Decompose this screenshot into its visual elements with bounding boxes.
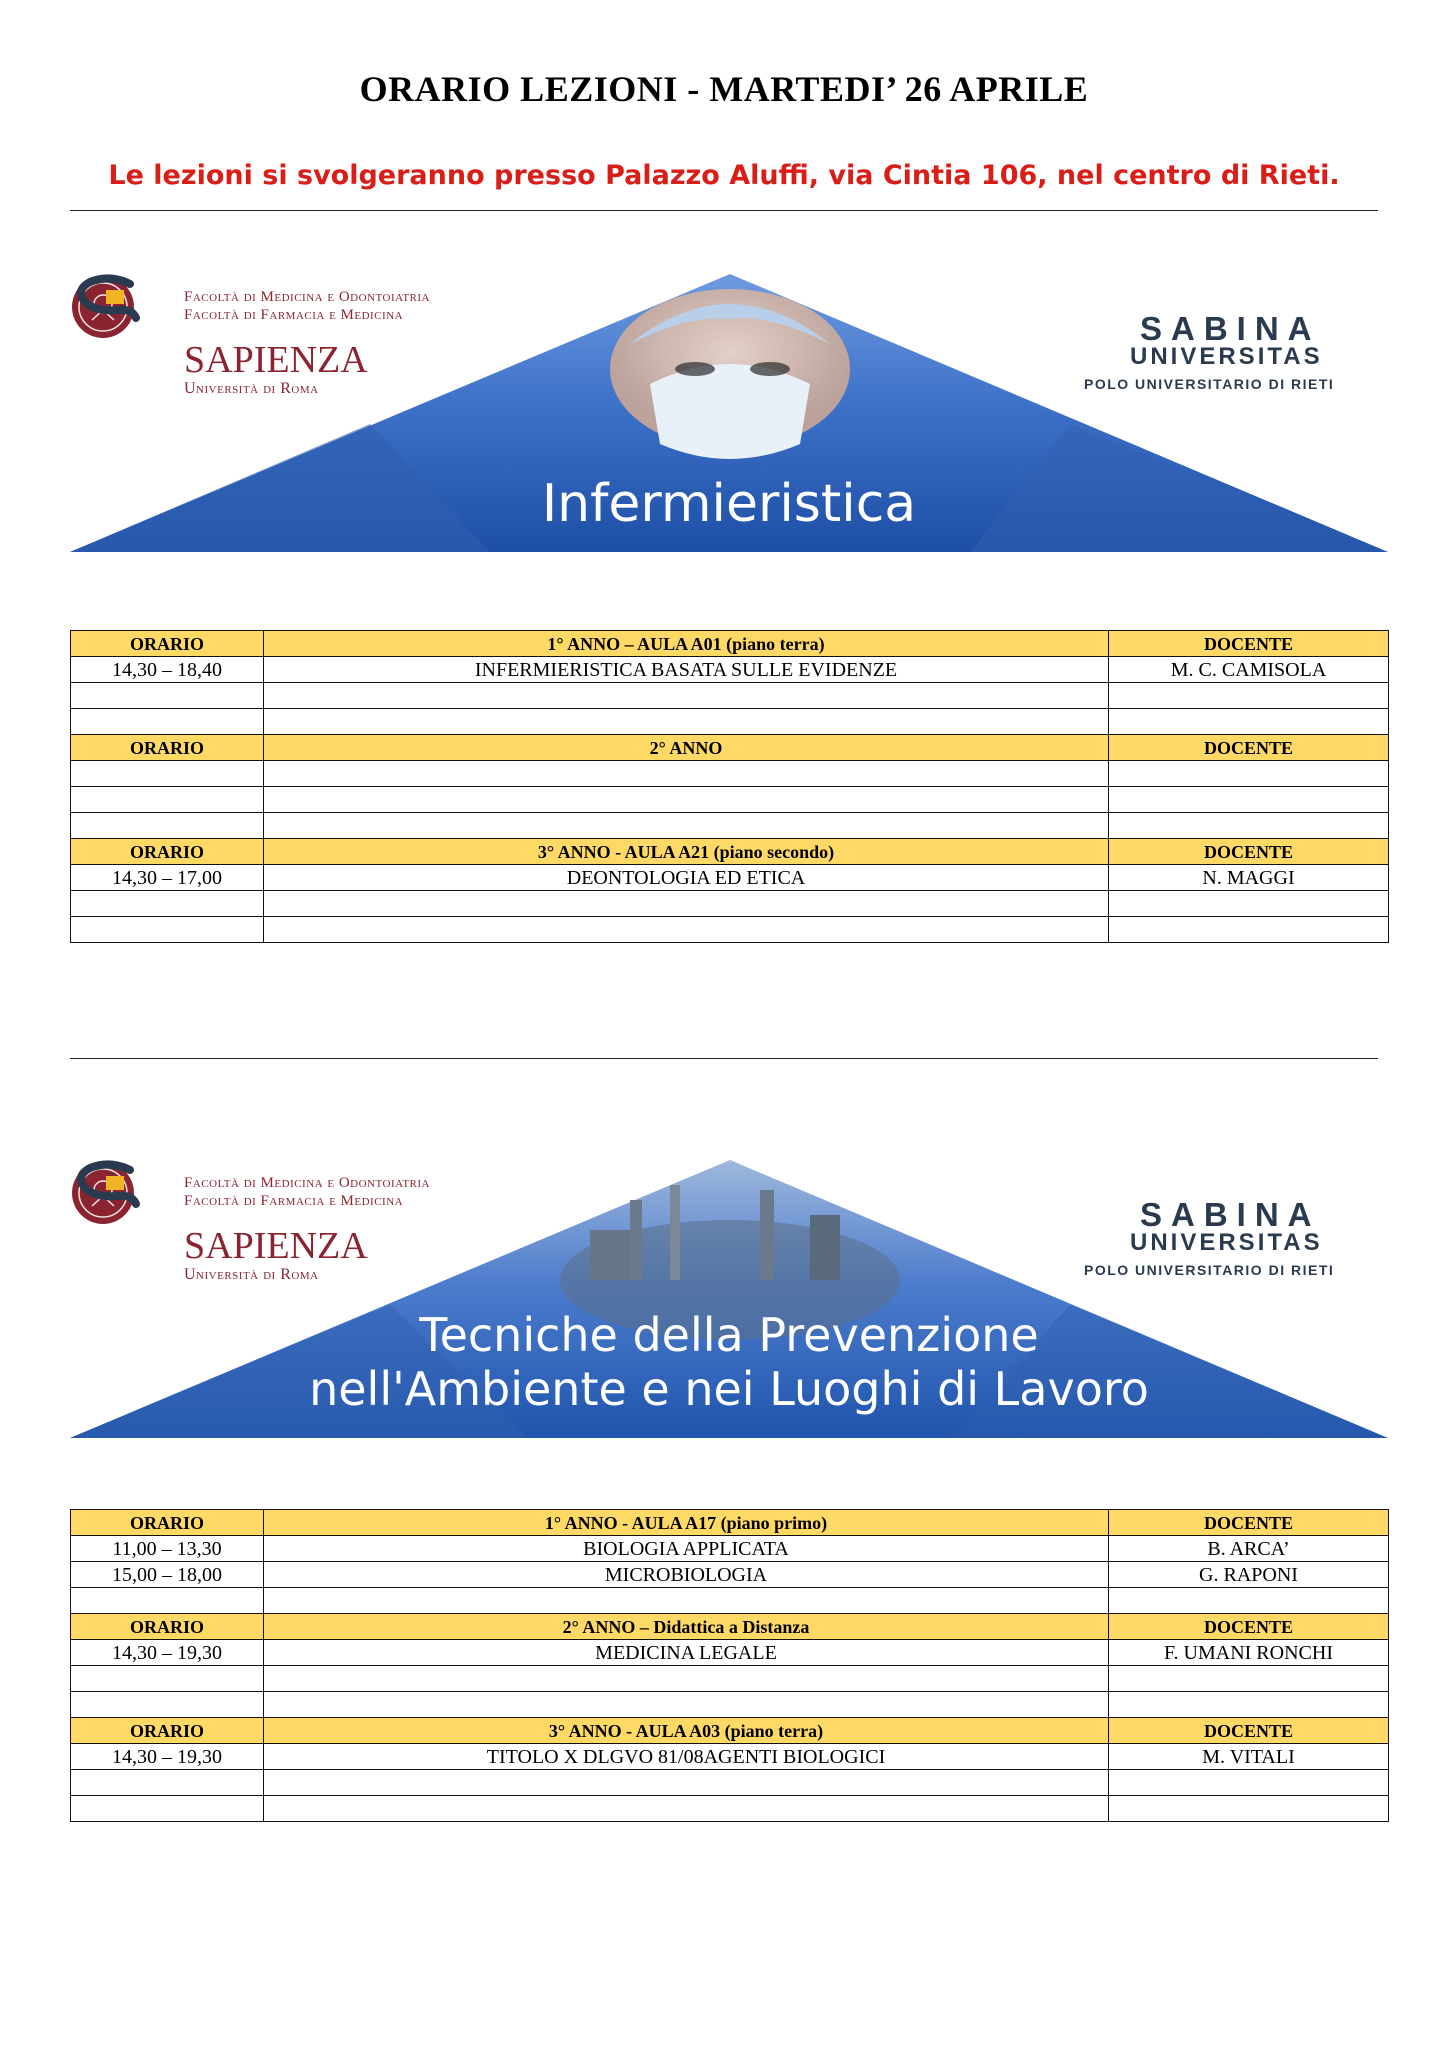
header-docente: DOCENTE — [1109, 1614, 1389, 1640]
section-header-row — [71, 839, 1389, 865]
course-cell — [264, 813, 1109, 839]
time-cell: 14,30 – 19,30 — [71, 1744, 264, 1770]
table-row — [71, 1692, 1389, 1718]
teacher-cell — [1109, 1666, 1389, 1692]
banner-infermieristica — [70, 274, 1388, 552]
faculty-lines — [184, 1174, 430, 1210]
time-cell: 11,00 – 13,30 — [71, 1536, 264, 1562]
table-row — [71, 865, 1389, 891]
course-title — [70, 1308, 1388, 1416]
sabina-logo-icon — [70, 1160, 140, 1210]
teacher-cell — [1109, 917, 1389, 943]
sapienza-wordmark: SAPIENZA — [184, 1225, 368, 1267]
course-cell — [264, 1770, 1109, 1796]
table-row — [71, 1588, 1389, 1614]
course-title: Infermieristica — [541, 474, 917, 534]
teacher-cell — [1109, 709, 1389, 735]
header-orario: ORARIO — [71, 1614, 264, 1640]
divider — [70, 210, 1378, 211]
course-cell: DEONTOLOGIA ED ETICA — [264, 865, 1109, 891]
time-cell — [71, 787, 264, 813]
header-orario: ORARIO — [71, 1718, 264, 1744]
table-row — [71, 1666, 1389, 1692]
time-cell: 14,30 – 18,40 — [71, 657, 264, 683]
teacher-cell — [1109, 761, 1389, 787]
time-cell — [71, 1588, 264, 1614]
time-cell: 14,30 – 19,30 — [71, 1640, 264, 1666]
header-anno: 3° ANNO - AULA A03 (piano terra) — [264, 1718, 1109, 1744]
course-cell — [264, 1692, 1109, 1718]
table-row — [71, 761, 1389, 787]
table-row — [71, 1562, 1389, 1588]
polo-rieti-label: POLO UNIVERSITARIO DI RIETI — [1084, 1262, 1335, 1278]
course-cell — [264, 709, 1109, 735]
schedule-table-infermieristica — [70, 630, 1389, 943]
teacher-cell — [1109, 683, 1389, 709]
time-cell — [71, 1692, 264, 1718]
course-cell: MICROBIOLOGIA — [264, 1562, 1109, 1588]
sabina-wordmark: SABINA — [1140, 1196, 1321, 1233]
table-row — [71, 891, 1389, 917]
header-docente: DOCENTE — [1109, 839, 1389, 865]
teacher-cell: B. ARCA’ — [1109, 1536, 1389, 1562]
time-cell — [71, 891, 264, 917]
table-row — [71, 683, 1389, 709]
header-orario: ORARIO — [71, 839, 264, 865]
faculty-line-1: Facoltà di Medicina e Odontoiatria — [184, 1175, 430, 1191]
teacher-cell: N. MAGGI — [1109, 865, 1389, 891]
course-cell — [264, 891, 1109, 917]
course-cell: MEDICINA LEGALE — [264, 1640, 1109, 1666]
universitas-wordmark: UNIVERSITAS — [1130, 343, 1323, 370]
time-cell — [71, 683, 264, 709]
section-header-row — [71, 735, 1389, 761]
teacher-cell — [1109, 1796, 1389, 1822]
course-title-line-2: nell'Ambiente e nei Luoghi di Lavoro — [309, 1362, 1149, 1416]
course-cell: BIOLOGIA APPLICATA — [264, 1536, 1109, 1562]
course-cell — [264, 1666, 1109, 1692]
sabina-logo-icon — [70, 274, 140, 324]
header-orario: ORARIO — [71, 1510, 264, 1536]
course-cell: TITOLO X DLGVO 81/08AGENTI BIOLOGICI — [264, 1744, 1109, 1770]
table-row — [71, 787, 1389, 813]
sapienza-subtitle: Università di Roma — [184, 380, 319, 397]
header-docente: DOCENTE — [1109, 735, 1389, 761]
teacher-cell: M. C. CAMISOLA — [1109, 657, 1389, 683]
course-cell — [264, 917, 1109, 943]
polo-rieti-label: POLO UNIVERSITARIO DI RIETI — [1084, 376, 1335, 392]
sabina-wordmark: SABINA — [1140, 310, 1321, 347]
teacher-cell — [1109, 1770, 1389, 1796]
header-anno: 2° ANNO — [264, 735, 1109, 761]
table-row — [71, 917, 1389, 943]
header-anno: 1° ANNO - AULA A17 (piano primo) — [264, 1510, 1109, 1536]
time-cell: 15,00 – 18,00 — [71, 1562, 264, 1588]
table-row — [71, 1796, 1389, 1822]
time-cell — [71, 1796, 264, 1822]
location-notice: Le lezioni si svolgeranno presso Palazzo Aluffi, via Cintia 106, nel centro di Rieti. — [108, 160, 1340, 191]
header-docente: DOCENTE — [1109, 1510, 1389, 1536]
faculty-lines — [184, 288, 430, 324]
teacher-cell: G. RAPONI — [1109, 1562, 1389, 1588]
time-cell: 14,30 – 17,00 — [71, 865, 264, 891]
section-header-row — [71, 1510, 1389, 1536]
page-title: ORARIO LEZIONI - MARTEDI’ 26 APRILE — [359, 69, 1089, 109]
time-cell — [71, 761, 264, 787]
course-cell — [264, 761, 1109, 787]
header-anno: 2° ANNO – Didattica a Distanza — [264, 1614, 1109, 1640]
teacher-cell — [1109, 787, 1389, 813]
course-title-line-1: Tecniche della Prevenzione — [419, 1308, 1039, 1362]
table-row — [71, 813, 1389, 839]
faculty-line-2: Facoltà di Farmacia e Medicina — [184, 307, 404, 323]
course-cell — [264, 1796, 1109, 1822]
table-row — [71, 657, 1389, 683]
banner-tecniche-prevenzione — [70, 1160, 1388, 1438]
sapienza-wordmark: SAPIENZA — [184, 339, 368, 381]
table-row — [71, 1640, 1389, 1666]
faculty-line-2: Facoltà di Farmacia e Medicina — [184, 1193, 404, 1209]
schedule-table-tecniche-prevenzione — [70, 1509, 1389, 1822]
header-docente: DOCENTE — [1109, 631, 1389, 657]
universitas-wordmark: UNIVERSITAS — [1130, 1229, 1323, 1256]
faculty-line-1: Facoltà di Medicina e Odontoiatria — [184, 289, 430, 305]
header-anno: 1° ANNO – AULA A01 (piano terra) — [264, 631, 1109, 657]
section-header-row — [71, 1614, 1389, 1640]
header-docente: DOCENTE — [1109, 1718, 1389, 1744]
course-cell — [264, 683, 1109, 709]
divider — [70, 1058, 1378, 1059]
time-cell — [71, 709, 264, 735]
table-row — [71, 1744, 1389, 1770]
header-orario: ORARIO — [71, 631, 264, 657]
teacher-cell: M. VITALI — [1109, 1744, 1389, 1770]
teacher-cell — [1109, 1588, 1389, 1614]
time-cell — [71, 813, 264, 839]
time-cell — [71, 1770, 264, 1796]
sapienza-subtitle: Università di Roma — [184, 1266, 319, 1283]
section-header-row — [71, 631, 1389, 657]
teacher-cell — [1109, 813, 1389, 839]
section-header-row — [71, 1718, 1389, 1744]
header-anno: 3° ANNO - AULA A21 (piano secondo) — [264, 839, 1109, 865]
course-cell — [264, 1588, 1109, 1614]
course-cell: INFERMIERISTICA BASATA SULLE EVIDENZE — [264, 657, 1109, 683]
teacher-cell: F. UMANI RONCHI — [1109, 1640, 1389, 1666]
time-cell — [71, 1666, 264, 1692]
table-row — [71, 1770, 1389, 1796]
course-cell — [264, 787, 1109, 813]
teacher-cell — [1109, 891, 1389, 917]
header-orario: ORARIO — [71, 735, 264, 761]
table-row — [71, 1536, 1389, 1562]
time-cell — [71, 917, 264, 943]
table-row — [71, 709, 1389, 735]
teacher-cell — [1109, 1692, 1389, 1718]
